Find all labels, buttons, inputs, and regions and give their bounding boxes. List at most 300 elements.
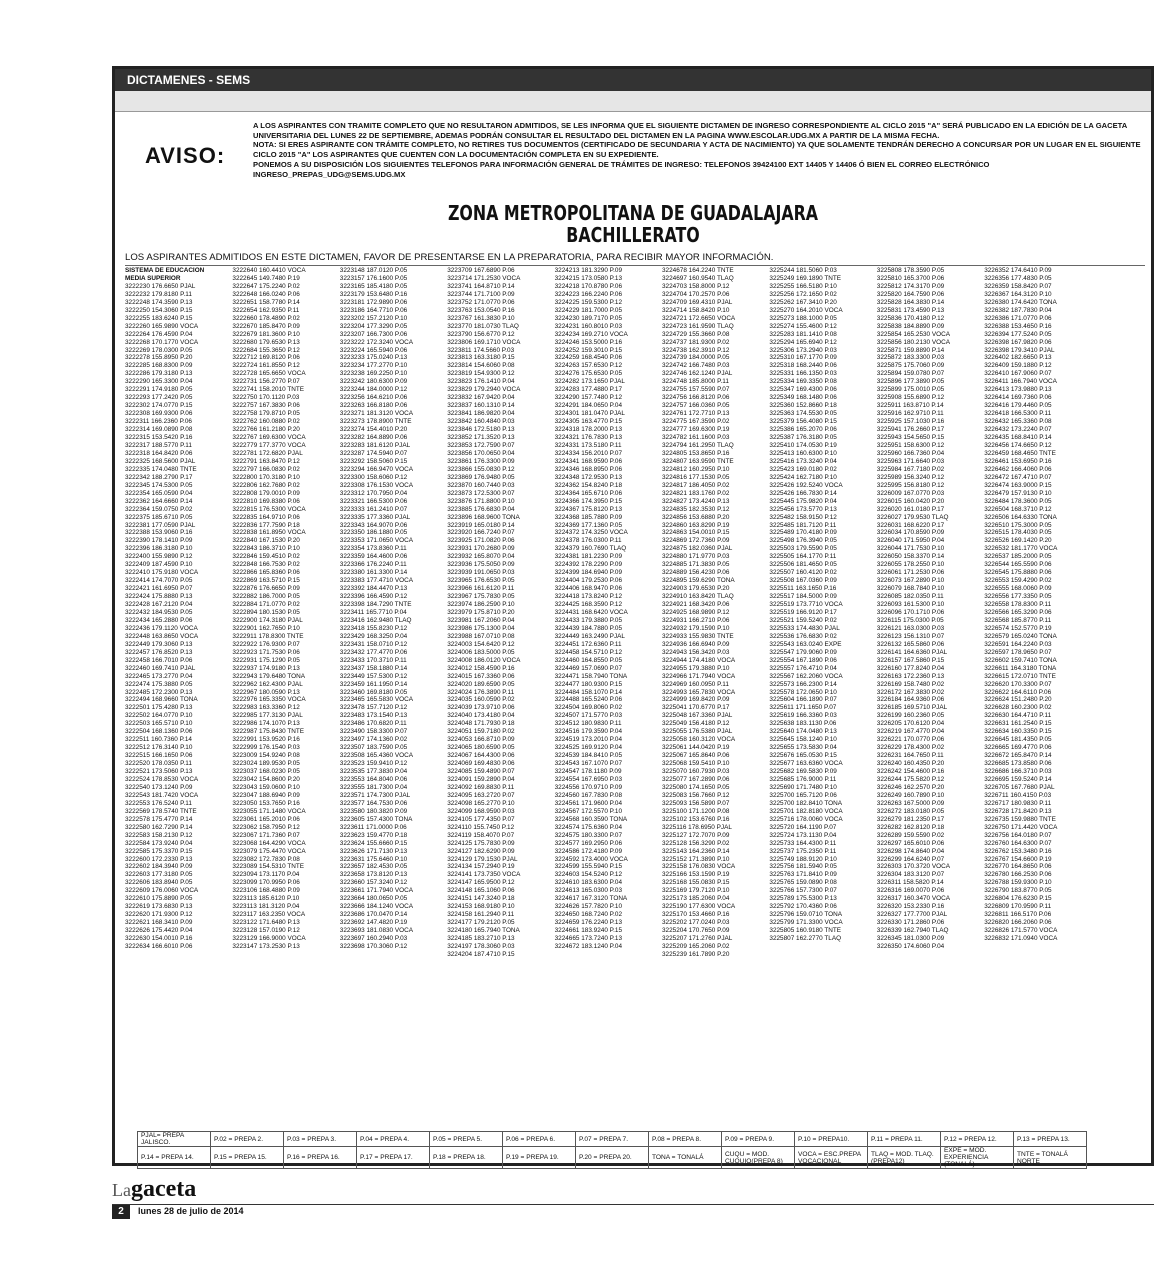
- result-row: 3222315 153.5420 P.16: [125, 434, 193, 442]
- result-row: 3226790 183.8770 P.05: [984, 887, 1052, 895]
- result-row: 3226622 164.6110 P.06: [984, 688, 1052, 696]
- result-row: 3223767 161.3830 P.10: [447, 314, 515, 322]
- logo-word: gaceta: [130, 1176, 197, 1202]
- legend-table: [137, 1131, 1087, 1169]
- result-row: 3222335 174.0480 TNTE: [125, 465, 197, 473]
- result-row: 3224678 164.2240 TNTE: [662, 267, 734, 274]
- result-row: 3226311 158.5820 P.14: [876, 879, 944, 887]
- result-row: 3223343 164.9070 P.06: [339, 521, 408, 529]
- result-row: 3226185 169.5710 PJAL: [876, 704, 948, 712]
- result-row: 3226172 167.3830 P.02: [876, 688, 945, 696]
- result-row: 3225533 174.4830 PJAL: [769, 624, 840, 632]
- result-row: 3224856 153.6880 P.20: [662, 513, 730, 521]
- result-row: 3224127 182.6290 P.09: [447, 847, 515, 855]
- result-row: 3224449 163.2490 PJAL: [554, 632, 625, 640]
- result-row: 3226462 166.4060 P.06: [984, 465, 1052, 473]
- result-row: 3222458 166.7010 P.06: [125, 656, 193, 664]
- result-row: 3225875 175.7060 P.09: [876, 362, 945, 370]
- result-row: 3223082 172.7830 P.08: [232, 855, 300, 863]
- result-row: 3223925 171.0820 P.06: [447, 537, 515, 545]
- result-row: 3223042 154.8600 P.20: [232, 776, 300, 783]
- result-row: 3223067 171.7360 P.07: [232, 831, 300, 839]
- result-row: 3222584 173.9240 P.04: [125, 839, 193, 847]
- header-band: [115, 91, 1151, 112]
- legend-cell: VOCA = ESC.PREPA VOCACIONAL: [795, 1147, 868, 1169]
- result-row: 3224477 180.9300 P.15: [554, 680, 623, 688]
- result-row: 3225508 167.0360 P.09: [769, 577, 837, 585]
- result-row: 3225519 166.9120 P.17: [769, 608, 837, 616]
- result-row: 3226169 158.7480 P.02: [876, 680, 945, 688]
- result-row: 3226474 163.9000 P.15: [984, 481, 1052, 489]
- result-row: 3223068 164.4290 VOCA: [232, 839, 306, 847]
- result-row: 3225619 166.3360 P.03: [769, 712, 837, 720]
- result-row: 3223433 170.3710 P.11: [339, 656, 407, 664]
- result-row: 3224554 167.6950 P.03: [554, 776, 623, 783]
- result-row: 3224507 171.5770 P.03: [554, 712, 623, 720]
- result-row: 3226115 175.0300 P.05: [876, 616, 944, 624]
- result-row: 3222585 175.3370 P.15: [125, 847, 193, 855]
- result-row: 3223062 158.7950 P.12: [232, 823, 300, 831]
- result-row: 3224969 160.0950 P.11: [662, 680, 729, 688]
- result-row: 3226620 170.3300 P.07: [984, 680, 1052, 688]
- result-row: 3222457 176.8520 P.13: [125, 648, 193, 656]
- result-row: 3224650 168.7240 P.02: [554, 911, 623, 919]
- result-row: 3223089 154.5310 TNTE: [232, 863, 305, 871]
- result-row: 3224065 180.6590 P.05: [447, 744, 515, 752]
- result-row: 3222757 167.3830 P.06: [232, 402, 300, 410]
- result-row: 3224252 159.3010 P.15: [554, 346, 623, 354]
- result-row: 3224910 163.8420 TLAQ: [662, 593, 734, 601]
- result-row: 3223359 164.4600 P.06: [339, 553, 408, 561]
- result-row: 3224015 167.3360 P.06: [447, 672, 515, 680]
- result-row: 3223920 166.7240 P.07: [447, 529, 515, 537]
- result-row: 3222364 159.0750 P.02: [125, 505, 193, 513]
- result-row: 3224863 154.0010 P.15: [662, 529, 730, 537]
- result-row: 3224755 157.5590 P.07: [662, 386, 730, 394]
- legend-cell: P.04 = PREPA 4.: [357, 1132, 430, 1147]
- result-row: 3225611 171.1650 P.07: [769, 704, 837, 712]
- result-row: 3222580 162.7290 P.14: [125, 823, 193, 831]
- result-row: 3223300 158.6060 P.12: [339, 473, 408, 481]
- result-row: 3224129 179.1530 PJAL: [447, 855, 518, 863]
- result-row: 3224341 168.9590 P.06: [554, 457, 623, 465]
- result-row: 3226079 168.7840 P.10: [876, 585, 945, 593]
- result-row: 3222606 183.8940 P.05: [125, 879, 193, 887]
- result-row: 3226034 170.8590 P.09: [876, 529, 945, 537]
- result-row: 3223508 165.4360 VOCA: [339, 752, 413, 760]
- result-row: 3224006 183.5000 P.05: [447, 648, 515, 656]
- result-row: 3226229 178.4300 P.02: [876, 744, 945, 752]
- result-row: 3224932 179.1590 P.10: [662, 624, 730, 632]
- result-row: 3224404 179.2530 P.06: [554, 577, 623, 585]
- result-row: 3224835 182.3530 P.12: [662, 505, 730, 513]
- result-row: 3226484 178.3600 P.05: [984, 497, 1052, 505]
- result-row: 3224451 172.6360 P.11: [554, 640, 622, 648]
- result-row: 3224827 173.4240 P.13: [662, 497, 730, 505]
- result-row: 3223611 171.0000 P.06: [339, 823, 407, 831]
- result-row: 3222943 179.6480 TONA: [232, 672, 305, 680]
- result-row: 3223697 160.2940 P.03: [339, 935, 408, 943]
- result-row: 3224039 173.9710 P.06: [447, 704, 515, 712]
- result-row: 3222670 185.8470 P.09: [232, 322, 300, 330]
- result-row: 3222848 166.7530 P.02: [232, 561, 300, 569]
- result-row: 3223312 170.7950 P.04: [339, 489, 408, 497]
- result-row: 3224944 174.4180 VOCA: [662, 656, 736, 664]
- result-row: 3222869 163.5710 P.15: [232, 577, 300, 585]
- result-row: 3224290 157.7480 P.12: [554, 394, 623, 402]
- result-row: 3225941 176.2660 P.17: [876, 426, 945, 434]
- result-row: 3224756 166.8120 P.06: [662, 394, 730, 402]
- result-row: 3224035 160.0590 P.02: [447, 696, 515, 704]
- result-row: 3225682 169.5830 P.09: [769, 768, 837, 776]
- result-row: 3222400 155.9890 P.12: [125, 553, 193, 561]
- result-row: 3226553 159.4290 P.02: [984, 577, 1052, 585]
- result-row: 3222409 187.4590 P.10: [125, 561, 193, 569]
- result-row: 3225720 164.1190 P.07: [769, 823, 837, 831]
- result-row: 3224661 183.9240 P.15: [554, 927, 623, 935]
- result-row: 3222291 174.9180 P.05: [125, 386, 193, 394]
- result-row: 3226558 178.8300 P.11: [984, 601, 1052, 609]
- result-row: 3226435 168.8410 P.14: [984, 434, 1052, 442]
- result-row: 3223308 176.1530 VOCA: [339, 481, 413, 489]
- result-row: 3225812 174.3170 P.09: [876, 282, 945, 290]
- result-row: 3226061 171.2530 P.06: [876, 569, 945, 577]
- result-row: 3225169 179.7120 P.10: [662, 887, 730, 895]
- result-row: 3224860 163.8290 P.19: [662, 521, 730, 529]
- result-row: 3225536 176.6830 P.02: [769, 632, 837, 640]
- result-row: 3226672 165.8470 P.14: [984, 752, 1052, 760]
- result-row: 3222524 178.8530 VOCA: [125, 776, 199, 783]
- result-row: 3224903 179.6530 P.20: [662, 585, 730, 593]
- result-row: 3225482 158.9150 P.12: [769, 513, 837, 521]
- result-row: 3223986 175.1300 P.04: [447, 624, 515, 632]
- result-row: 3223692 147.4820 P.19: [339, 919, 408, 927]
- result-row: 3225485 181.7120 P.11: [769, 521, 837, 529]
- result-row: 3223429 168.3250 P.04: [339, 632, 408, 640]
- result-row: 3224318 178.2000 P.13: [554, 426, 623, 434]
- result-row: 3223873 172.5300 P.07: [447, 489, 515, 497]
- legend-cell: TONA = TONALÁ: [649, 1147, 722, 1169]
- result-row: 3222503 165.5710 P.10: [125, 720, 193, 728]
- result-row: 3224215 173.0580 P.13: [554, 274, 623, 282]
- result-row: 3225701 182.8180 VOCA: [769, 807, 843, 815]
- result-row: 3223273 178.8900 TNTE: [339, 418, 412, 426]
- result-row: 3226615 172.0710 TNTE: [984, 672, 1056, 680]
- result-row: 3224105 177.4350 P.07: [447, 815, 515, 823]
- result-row: 3223202 157.2120 P.10: [339, 314, 408, 322]
- result-row: 3223117 163.2350 VOCA: [232, 911, 306, 919]
- result-row: 3223624 155.6660 P.15: [339, 839, 408, 847]
- result-row: 3223181 172.9890 P.06: [339, 298, 408, 306]
- result-row: 3225547 179.9060 P.09: [769, 648, 837, 656]
- result-row: 3222609 176.0060 VOCA: [125, 887, 199, 895]
- result-row: 3226461 153.6950 P.16: [984, 457, 1052, 465]
- result-row: 3224392 178.2290 P.09: [554, 561, 623, 569]
- result-row: 3224816 177.1530 P.05: [662, 473, 730, 481]
- legend-cell: P.10 = PREPA10.: [795, 1132, 868, 1147]
- result-column: [340, 267, 444, 951]
- result-row: 3225733 164.4300 P.11: [769, 839, 837, 847]
- result-row: 3224748 185.8000 P.11: [662, 378, 729, 386]
- result-row: 3224008 186.0120 VOCA: [447, 656, 521, 664]
- result-row: 3224599 155.5940 P.15: [554, 863, 623, 871]
- result-row: 3223165 185.4180 P.05: [339, 282, 408, 290]
- result-row: 3226244 175.5820 P.12: [876, 776, 945, 783]
- result-row: 3222485 172.2300 P.13: [125, 688, 193, 696]
- result-row: 3223752 171.0770 P.06: [447, 298, 515, 306]
- result-row: 3223664 180.0650 P.05: [339, 895, 408, 903]
- result-row: 3225960 166.7360 P.04: [876, 449, 945, 457]
- result-row: 3224069 169.4830 P.06: [447, 760, 515, 768]
- result-row: 3223148 187.0120 P.05: [339, 267, 408, 274]
- result-row: 3226388 153.4650 P.16: [984, 322, 1052, 330]
- result-row: 3225766 157.7300 P.07: [769, 887, 837, 895]
- result-row: 3225896 177.3890 P.05: [876, 378, 945, 386]
- result-row: 3226199 160.2360 P.05: [876, 712, 945, 720]
- aviso-label: AVISO:: [145, 143, 226, 168]
- result-row: 3222502 164.0770 P.10: [125, 712, 193, 720]
- result-row: 3225831 173.4590 P.13: [876, 306, 945, 314]
- result-row: 3223744 171.7100 P.09: [447, 290, 515, 298]
- zone-title-line-1: ZONA METROPOLITANA DE GUADALAJARA: [447, 201, 819, 225]
- result-row: 3222654 162.9350 P.11: [232, 306, 300, 314]
- result-row: 3226545 175.8880 P.06: [984, 569, 1052, 577]
- result-row: 3223876 171.8800 P.10: [447, 497, 515, 505]
- result-row: 3226809 170.9590 P.11: [984, 903, 1052, 911]
- result-row: 3223157 176.1600 P.05: [339, 274, 408, 282]
- result-row: 3225756 181.5940 P.05: [769, 863, 837, 871]
- result-row: 3226085 182.0350 P.11: [876, 593, 944, 601]
- result-row: 3226317 160.3470 VOCA: [876, 895, 950, 903]
- result-row: 3223242 180.6300 P.09: [339, 378, 408, 386]
- result-row: 3222432 184.9530 P.05: [125, 608, 193, 616]
- result-row: 3223128 157.0190 P.12: [232, 927, 300, 935]
- result-row: 3224378 176.0300 P.11: [554, 537, 622, 545]
- result-row: 3225799 171.3300 VOCA: [769, 919, 843, 927]
- result-row: 3225093 156.5890 P.07: [662, 799, 730, 807]
- result-row: 3224931 166.2710 P.06: [662, 616, 730, 624]
- result-row: 3224223 166.2240 P.06: [554, 290, 623, 298]
- section-header: DICTAMENES - SEMS: [115, 69, 1151, 91]
- result-row: 3223047 188.6940 P.09: [232, 791, 300, 799]
- result-row: 3222836 177.7590 P.18: [232, 521, 300, 529]
- result-row: 3225068 159.5410 P.10: [662, 760, 730, 768]
- result-row: 3223416 162.9480 TLAQ: [339, 616, 412, 624]
- result-row: 3222354 165.0590 P.04: [125, 489, 193, 497]
- result-row: 3223459 161.1950 P.14: [339, 680, 408, 688]
- result-row: 3223350 186.1880 P.05: [339, 529, 408, 537]
- legend-cell: P.18 = PREPA 18.: [430, 1147, 503, 1169]
- result-row: 3223580 180.3820 P.09: [339, 807, 408, 815]
- result-row: 3222976 165.3350 VOCA: [232, 696, 306, 704]
- result-row: 3226382 187.7830 P.04: [984, 306, 1052, 314]
- result-row: 3222269 178.0300 P.05: [125, 346, 193, 354]
- result-row: 3225519 173.7710 VOCA: [769, 601, 843, 609]
- result-row: 3225331 166.1350 P.03: [769, 370, 837, 378]
- result-row: 3222553 176.5240 P.11: [125, 799, 192, 807]
- result-row: 3224966 171.7940 VOCA: [662, 672, 736, 680]
- column-subheading: MEDIA SUPERIOR: [125, 274, 181, 282]
- result-row: 3223846 172.5180 P.13: [447, 426, 515, 434]
- legend-cell: EXPE = MOD. EXPERIENCIA (TONALÁ): [941, 1147, 1014, 1169]
- result-row: 3222318 164.8420 P.06: [125, 449, 193, 457]
- result-row: 3224321 176.7830 P.13: [554, 434, 623, 442]
- result-row: 3226073 167.2890 P.10: [876, 577, 945, 585]
- result-row: 3224151 147.3240 P.18: [447, 895, 515, 903]
- result-row: 3222494 168.9660 TONA: [125, 696, 198, 704]
- result-row: 3224291 184.0650 P.04: [554, 402, 623, 410]
- result-row: 3226532 181.1770 VOCA: [984, 545, 1058, 553]
- result-row: 3225255 166.5180 P.10: [769, 282, 837, 290]
- legend-cell: TLAQ = MOD. TLAQ.(PREPA12): [868, 1147, 941, 1169]
- result-row: 3225810 165.3700 P.06: [876, 274, 945, 282]
- result-row: 3223523 159.9410 P.12: [339, 760, 408, 768]
- result-row: 3223823 176.1410 P.04: [447, 378, 515, 386]
- result-row: 3223988 167.0710 P.08: [447, 632, 515, 640]
- result-row: 3224067 164.4300 P.06: [447, 752, 515, 760]
- result-row: 3223693 181.0830 VOCA: [339, 927, 413, 935]
- result-row: 3225507 160.4120 P.02: [769, 569, 837, 577]
- result-row: 3224051 159.7180 P.02: [447, 728, 515, 736]
- result-row: 3224817 186.4050 P.02: [662, 481, 730, 489]
- result-row: 3226356 177.4830 P.05: [984, 274, 1052, 282]
- result-row: 3223282 164.8890 P.06: [339, 434, 408, 442]
- result-row: 3224568 160.3590 TONA: [554, 815, 628, 823]
- result-row: 3226631 161.2540 P.15: [984, 720, 1052, 728]
- result-row: 3224519 173.2010 P.04: [554, 736, 623, 744]
- result-row: 3225871 159.8890 P.14: [876, 346, 945, 354]
- result-row: 3222901 162.7650 P.10: [232, 624, 300, 632]
- result-row: 3222311 166.2360 P.06: [125, 418, 192, 426]
- result-row: 3224246 153.5000 P.16: [554, 338, 623, 346]
- result-row: 3226624 151.2480 P.20: [984, 696, 1052, 704]
- result-row: 3225805 160.9180 TNTE: [769, 927, 842, 935]
- result-row: 3226705 167.7680 PJAL: [984, 783, 1055, 791]
- result-row: 3225055 176.5380 PJAL: [662, 728, 733, 736]
- result-row: 3225173 185.2060 P.04: [662, 895, 730, 903]
- result-row: 3225274 155.4600 P.12: [769, 322, 837, 330]
- result-row: 3224999 169.8420 P.09: [662, 696, 730, 704]
- result-row: 3225521 159.5240 P.02: [769, 616, 837, 624]
- result-row: 3223939 191.0650 P.03: [447, 569, 515, 577]
- result-row: 3223626 171.7130 P.13: [339, 847, 408, 855]
- result-row: 3225256 172.1650 P.02: [769, 290, 837, 298]
- result-row: 3226591 164.2240 P.03: [984, 640, 1052, 648]
- result-row: 3223224 165.5940 P.06: [339, 346, 408, 354]
- result-row: 3225318 168.2440 P.06: [769, 362, 837, 370]
- result-row: 3224488 165.5240 P.06: [554, 696, 623, 704]
- result-row: 3224381 181.2230 P.09: [554, 553, 623, 561]
- result-row: 3222999 176.1540 P.03: [232, 744, 300, 752]
- gaceta-logo: [112, 1176, 196, 1203]
- result-row: 3225645 158.1240 P.10: [769, 736, 837, 744]
- result-row: 3226367 164.3120 P.10: [984, 290, 1052, 298]
- result-row: 3223354 173.8360 P.11: [339, 545, 407, 553]
- result-row: 3223819 154.9300 P.12: [447, 370, 515, 378]
- result-row: 3225209 165.2060 P.02: [662, 943, 730, 951]
- result-row: 3224539 184.8410 P.05: [554, 752, 623, 760]
- result-row: 3225543 163.0240 EXPE: [769, 640, 842, 648]
- result-row: 3222630 154.0010 P.16: [125, 935, 193, 943]
- result-row: 3224955 179.3880 P.10: [662, 664, 730, 672]
- result-row: 3224098 165.2770 P.10: [447, 799, 515, 807]
- result-row: 3222766 161.2180 P.20: [232, 426, 300, 434]
- result-row: 3224574 175.6360 P.04: [554, 823, 623, 831]
- result-row: 3223660 157.3240 P.12: [339, 879, 408, 887]
- result-row: 3223842 160.4840 P.03: [447, 418, 515, 426]
- result-row: 3222900 174.3180 PJAL: [232, 616, 303, 624]
- result-row: 3224185 183.2710 P.13: [447, 935, 515, 943]
- result-row: 3226350 174.6060 P.04: [876, 943, 945, 951]
- result-row: 3222843 186.3710 P.10: [232, 545, 300, 553]
- result-row: 3224746 162.1240 PJAL: [662, 370, 733, 378]
- legend-cell: P.20 = PREPA 20.: [576, 1147, 649, 1169]
- result-column: [447, 267, 551, 959]
- result-row: 3223806 169.1710 VOCA: [447, 338, 521, 346]
- aviso-paragraph-1: A LOS ASPIRANTES CON TRAMITE COMPLETO QUE NO RESULTARON ADMITIDOS, SE LES INFORMA QUE EL SIGUIENTE DICTAMEN DE INGRESO CORRESPONDIENTE AL CICLO 2015 "A" SERÁ PUBLICADO EN LA EDICIÓN DE LA GACETA UNIVERSITARIA DEL LUNES 22 DE SEPTIEMBRE, ADEMAS PODRÁN CONSULTAR EL RESULTADO DEL DICTAMEN EN LA PAGINA WWW.ESCOLAR.UDG.MX A PARTIR DE LA MISMA FECHA.: [253, 121, 1127, 140]
- result-row: 3223483 173.1540 P.13: [339, 712, 408, 720]
- result-row: 3224148 165.1060 P.06: [447, 887, 515, 895]
- result-row: 3226750 171.4420 VOCA: [984, 823, 1058, 831]
- result-row: 3224617 167.3120 TONA: [554, 895, 628, 903]
- result-row: 3223763 153.0540 P.16: [447, 306, 515, 314]
- result-row: 3225426 166.7830 P.14: [769, 489, 837, 497]
- result-row: 3222767 169.6300 VOCA: [232, 434, 306, 442]
- result-row: 3226811 166.5170 P.06: [984, 911, 1052, 919]
- result-row: 3224880 171.9770 P.03: [662, 553, 730, 561]
- result-row: 3223832 167.9420 P.04: [447, 394, 515, 402]
- result-row: 3223869 176.9480 P.05: [447, 473, 515, 481]
- result-row: 3222293 177.2420 P.05: [125, 394, 193, 402]
- result-row: 3225413 160.6300 P.10: [769, 449, 837, 457]
- result-row: 3226394 177.5240 P.05: [984, 330, 1052, 338]
- result-row: 3226020 161.0180 P.17: [876, 505, 945, 513]
- result-row: 3226416 179.4460 P.05: [984, 402, 1052, 410]
- result-row: 3222436 179.1120 VOCA: [125, 624, 198, 632]
- legend-row: [138, 1132, 1087, 1147]
- result-row: 3226735 159.9880 TNTE: [984, 815, 1056, 823]
- result-row: 3226711 160.4150 P.03: [984, 791, 1052, 799]
- result-row: 3224092 169.8830 P.11: [447, 783, 515, 791]
- result-row: 3225158 176.0830 VOCA: [662, 863, 736, 871]
- result-row: 3225152 171.3890 P.10: [662, 855, 730, 863]
- result-row: 3222314 169.0890 P.08: [125, 426, 193, 434]
- result-row: 3225989 156.3240 P.12: [876, 473, 945, 481]
- result-row: 3224567 172.5570 P.10: [554, 807, 623, 815]
- result-row: 3224704 170.2570 P.06: [662, 290, 730, 298]
- result-row: 3224204 187.4710 P.15: [447, 950, 515, 958]
- result-row: 3225363 174.5530 P.05: [769, 410, 837, 418]
- result-row: 3222634 166.6010 P.06: [125, 943, 193, 951]
- result-row: 3225498 176.3940 P.05: [769, 537, 837, 545]
- legend-cell: P.03 = PREPA 3.: [284, 1132, 357, 1147]
- result-row: 3224821 183.1760 P.02: [662, 489, 730, 497]
- result-row: 3222619 173.6830 P.13: [125, 903, 193, 911]
- result-row: 3223398 184.7290 TNTE: [339, 601, 412, 609]
- result-row: 3226242 154.4600 P.16: [876, 768, 945, 776]
- result-row: 3222428 167.2120 P.04: [125, 601, 193, 609]
- result-row: 3222250 154.3060 P.15: [125, 306, 193, 314]
- result-row: 3223553 164.8040 P.06: [339, 776, 408, 783]
- result-row: 3222448 163.8650 VOCA: [125, 632, 199, 640]
- result-row: 3226630 164.4710 P.11: [984, 712, 1052, 720]
- result-row: 3222317 188.5770 P.11: [125, 441, 192, 449]
- result-row: 3223186 164.7710 P.06: [339, 306, 408, 314]
- result-row: 3222651 158.7780 P.14: [232, 298, 300, 306]
- result-row: 3225984 167.7180 P.02: [876, 465, 945, 473]
- result-row: 3225049 156.4180 P.12: [662, 720, 730, 728]
- legend-cell: CUQU = MOD. CUQUIO(PREPA 8): [722, 1147, 795, 1169]
